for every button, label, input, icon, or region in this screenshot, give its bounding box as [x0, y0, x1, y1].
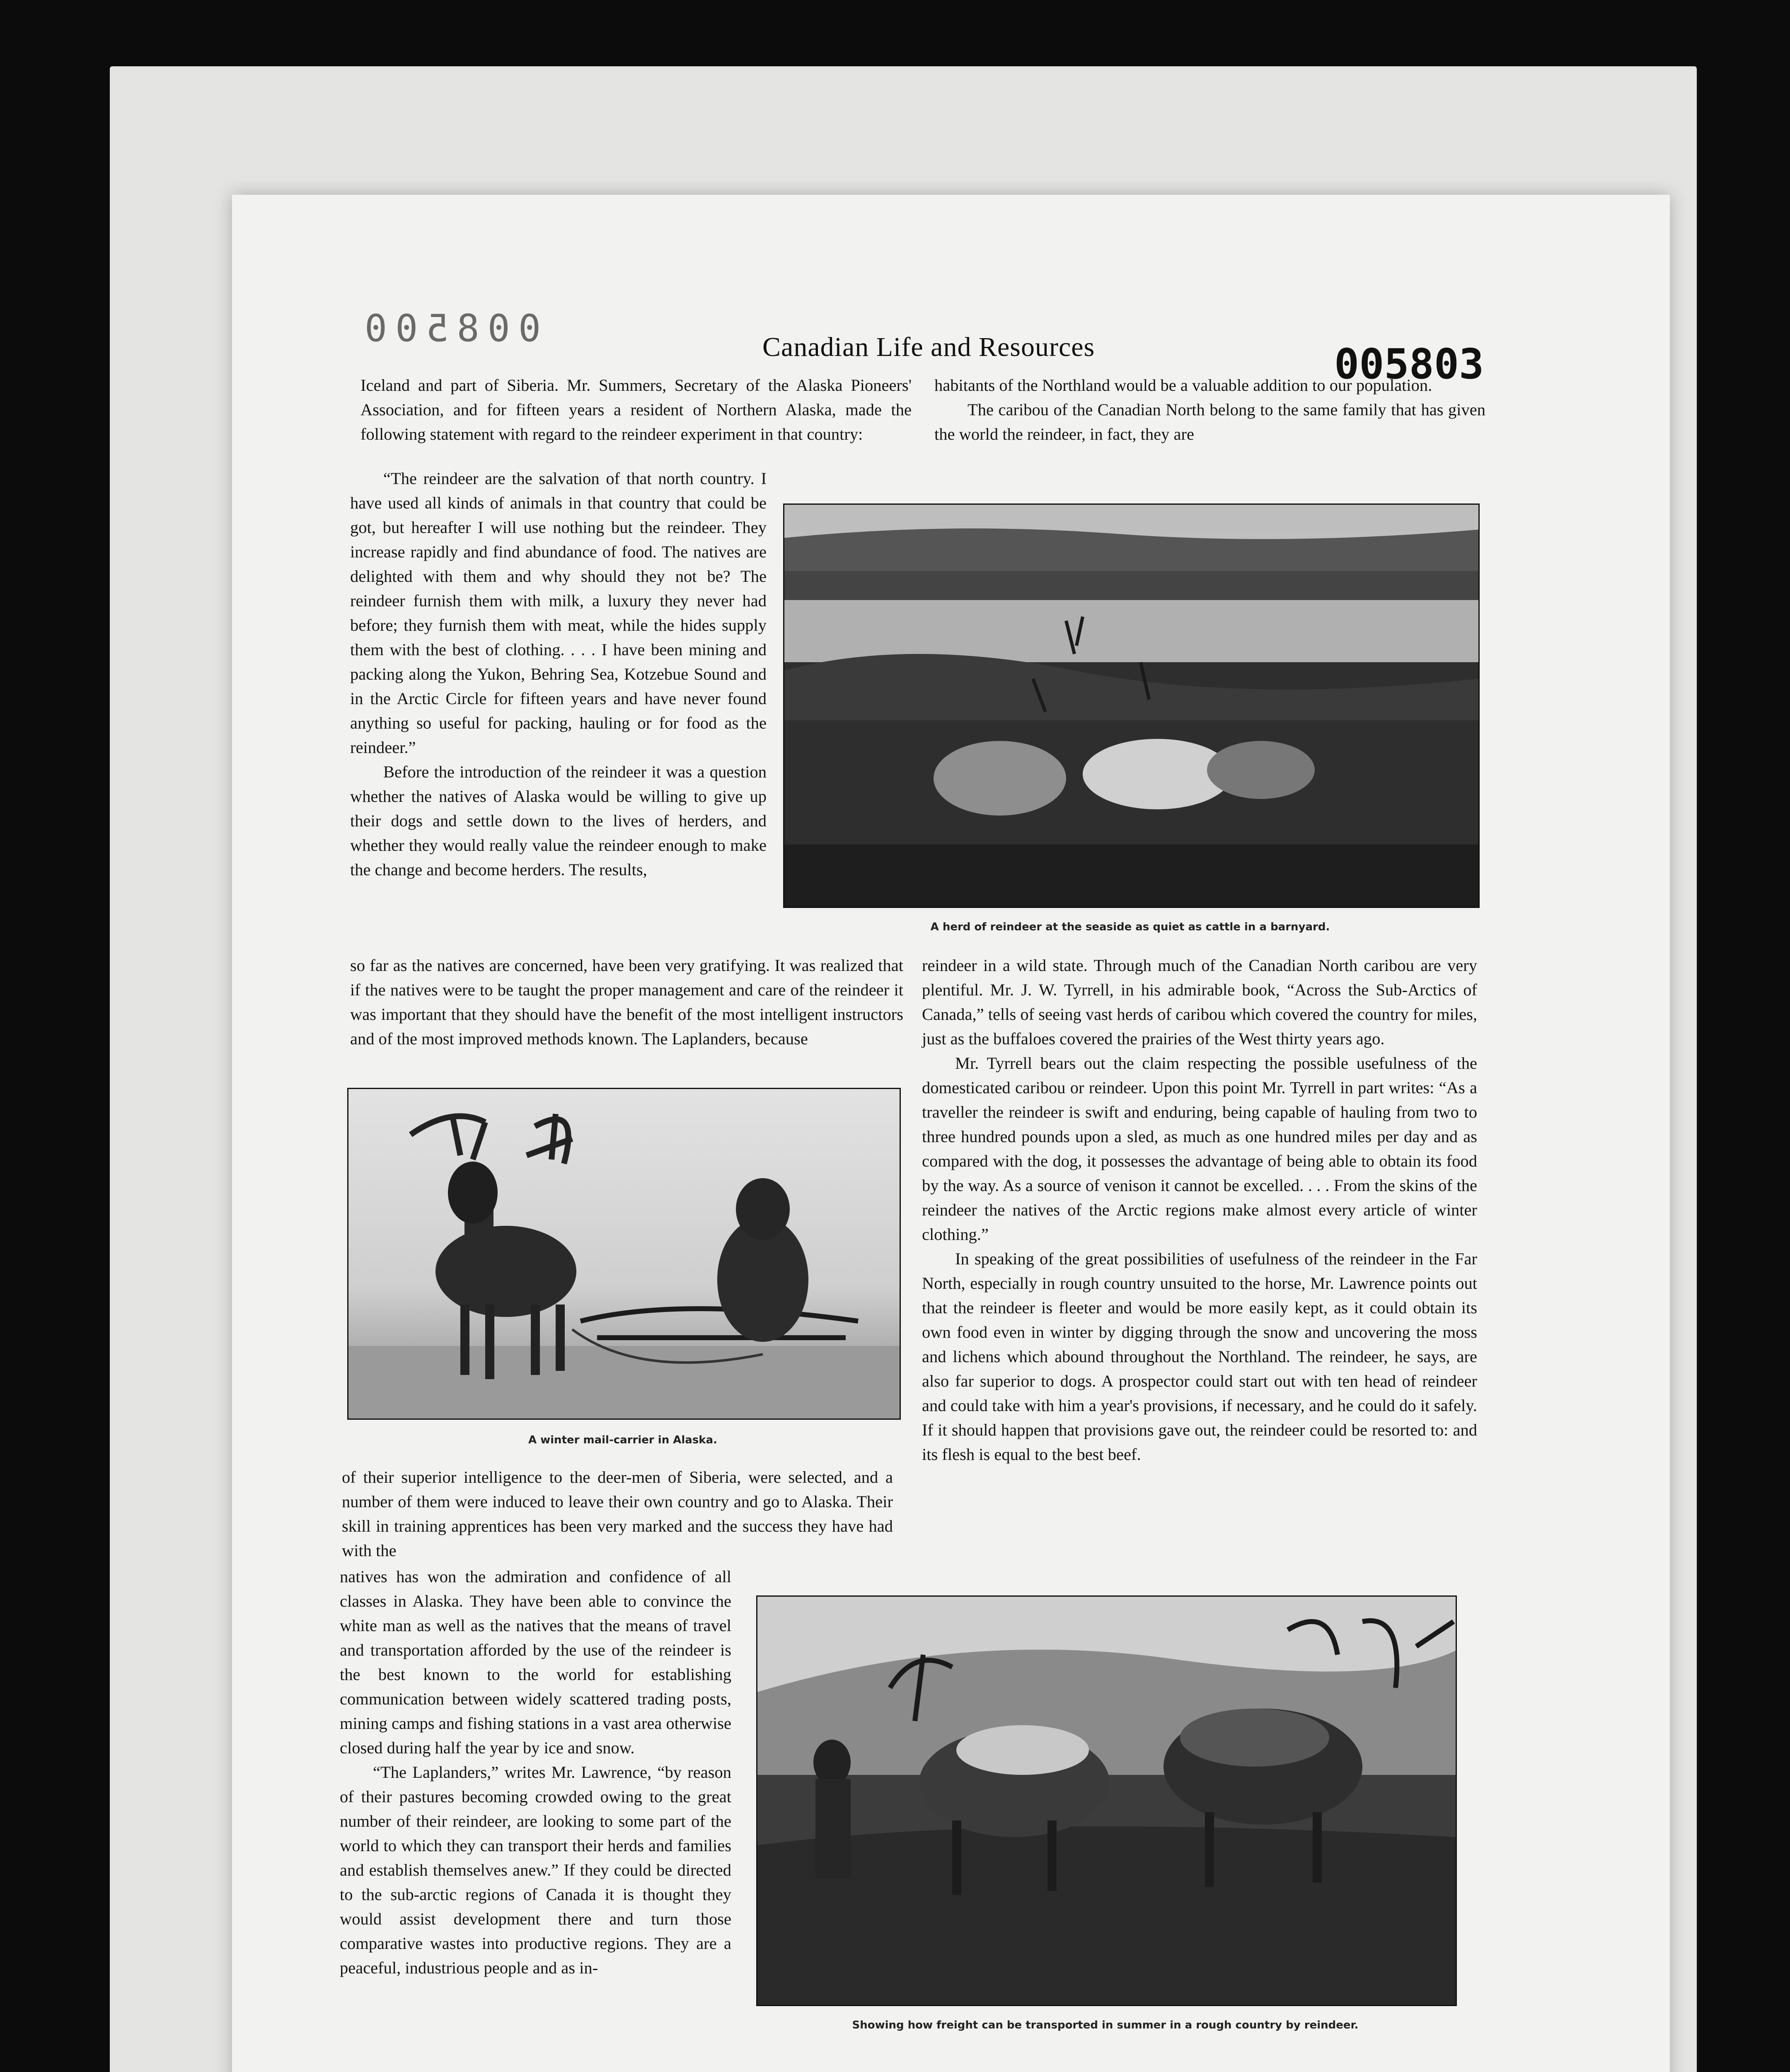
paragraph: of their superior intelligence to the deer-men of Siberia, were selected, and a number of them were induced to leave their own country and go to Alaska. Their skill in training apprentices has been very marked and the success they have had with the	[342, 1468, 893, 1560]
paragraph: habitants of the Northland would be a valuable addition to our population.	[934, 376, 1432, 395]
right-column-block-2	[922, 953, 1477, 1467]
paragraph: The caribou of the Canadian North belong to the same family that has given the world the reindeer, in fact, they are	[934, 400, 1485, 443]
freight-reindeer-photo	[756, 1595, 1457, 2006]
paragraph: Before the introduction of the reindeer it was a question whether the natives of Alaska would be willing to give up their dogs and settle down to the lives of herders, and whether they would really value the reindeer enough to make the change and become herders. The results,	[350, 762, 767, 879]
running-header: Canadian Life and Resources	[762, 332, 1095, 362]
mail-carrier-caption: A winter mail-carrier in Alaska.	[528, 1434, 718, 1446]
reindeer-sled-image	[348, 1089, 900, 1418]
left-column-block-3	[350, 953, 903, 1051]
mail-carrier-photo	[347, 1088, 901, 1420]
right-column-block-1	[934, 373, 1485, 446]
paragraph: Mr. Tyrrell bears out the claim respecting the possible usefulness of the domesticated caribou or reindeer. Upon this point Mr. Tyrrell in part writes: “As a traveller the reindeer is swift and enduring, being capable of hauling from two to three hundred pounds upon a sled, as much as one hundred miles per day and as compared with the dog, it possesses the advantage of being able to obtain its food by the way. As a source of venison it cannot be excelled. . . . From the skins of the reindeer the natives of the Arctic regions make almost every article of winter clothing.”	[922, 1054, 1477, 1244]
herd-caption: A herd of reindeer at the seaside as quiet as cattle in a barnyard.	[930, 921, 1330, 933]
left-column-block-1	[360, 373, 912, 446]
freight-summer-image	[757, 1597, 1456, 2005]
paragraph: “The reindeer are the salvation of that north country. I have used all kinds of animals in that country that could be got, but hereafter I will use nothing but the reindeer. They increase rapidly and find abundance of food. The natives are delighted with them and why should they not be? The reindeer furnish them with milk, a luxury they never had before; they furnish them with meat, while the hides supply them with the best of clothing. . . . I have been mining and packing along the Yukon, Behring Sea, Kotzebue Sound and in the Arctic Circle for fifteen years and have never found anything so useful for packing, hauling or for food as the reindeer.”	[350, 469, 767, 757]
left-column-block-4	[342, 1465, 893, 1563]
paragraph: In speaking of the great possibilities of usefulness of the reindeer in the Far North, especially in rough country unsuited to the horse, Mr. Lawrence points out that the reindeer is fleeter and would be more easily kept, as it could obtain its own food even in winter by digging through the snow and uncovering the moss and lichens which abound throughout the Northland. The reindeer, he says, are also far superior to dogs. A prospector could start out with ten head of reindeer and could take with him a year's provisions, if necessary, and he could do it safely. If it should happen that provisions gave out, the reindeer could be resorted to: and its flesh is equal to the best beef.	[922, 1249, 1477, 1464]
herd-seaside-image	[784, 505, 1478, 907]
paragraph: Iceland and part of Siberia. Mr. Summers, Secretary of the Alaska Pioneers' Association, and for fifteen years a resident of Northern Alaska, made the following statement with regard to the reindeer experiment in that country:	[360, 376, 912, 443]
scan-mark: 008500	[356, 307, 541, 350]
paragraph: reindeer in a wild state. Through much of the Canadian North caribou are very plentiful. Mr. J. W. Tyrrell, in his admirable book, “Across the Sub-Arctics of Canada,” tells of seeing vast herds of caribou which covered the country for miles, just as the buffaloes covered the prairies of the West thirty years ago.	[922, 956, 1477, 1048]
paragraph: so far as the natives are concerned, have been very gratifying. It was realized that if the natives were to be taught the proper management and care of the reindeer it was important that they should have the benefit of the most intelligent instructors and of the most improved methods known. The Laplanders, because	[350, 956, 903, 1048]
paragraph: natives has won the admiration and confidence of all classes in Alaska. They have been able to convince the white man as well as the natives that the means of travel and transportation afforded by the use of the reindeer is the best known to the world for establishing communication between widely scattered trading posts, mining camps and fishing stations in a vast area otherwise closed during half the year by ice and snow.	[340, 1567, 731, 1757]
left-column-block-5	[340, 1564, 731, 1980]
page-number: 005803	[1334, 340, 1484, 388]
reindeer-herd-photo	[783, 503, 1480, 908]
left-column-block-2	[350, 466, 767, 882]
freight-caption: Showing how freight can be transported in summer in a rough country by reindeer.	[852, 2019, 1359, 2031]
paragraph: “The Laplanders,” writes Mr. Lawrence, “by reason of their pastures becoming crowded owing to the great number of their reindeer, are looking to some part of the world to which they can transport their herds and families and establish themselves anew.” If they could be directed to the sub-arctic regions of Canada it is thought they would assist development there and turn those comparative wastes into productive regions. They are a peaceful, industrious people and as in-	[340, 1763, 731, 1977]
